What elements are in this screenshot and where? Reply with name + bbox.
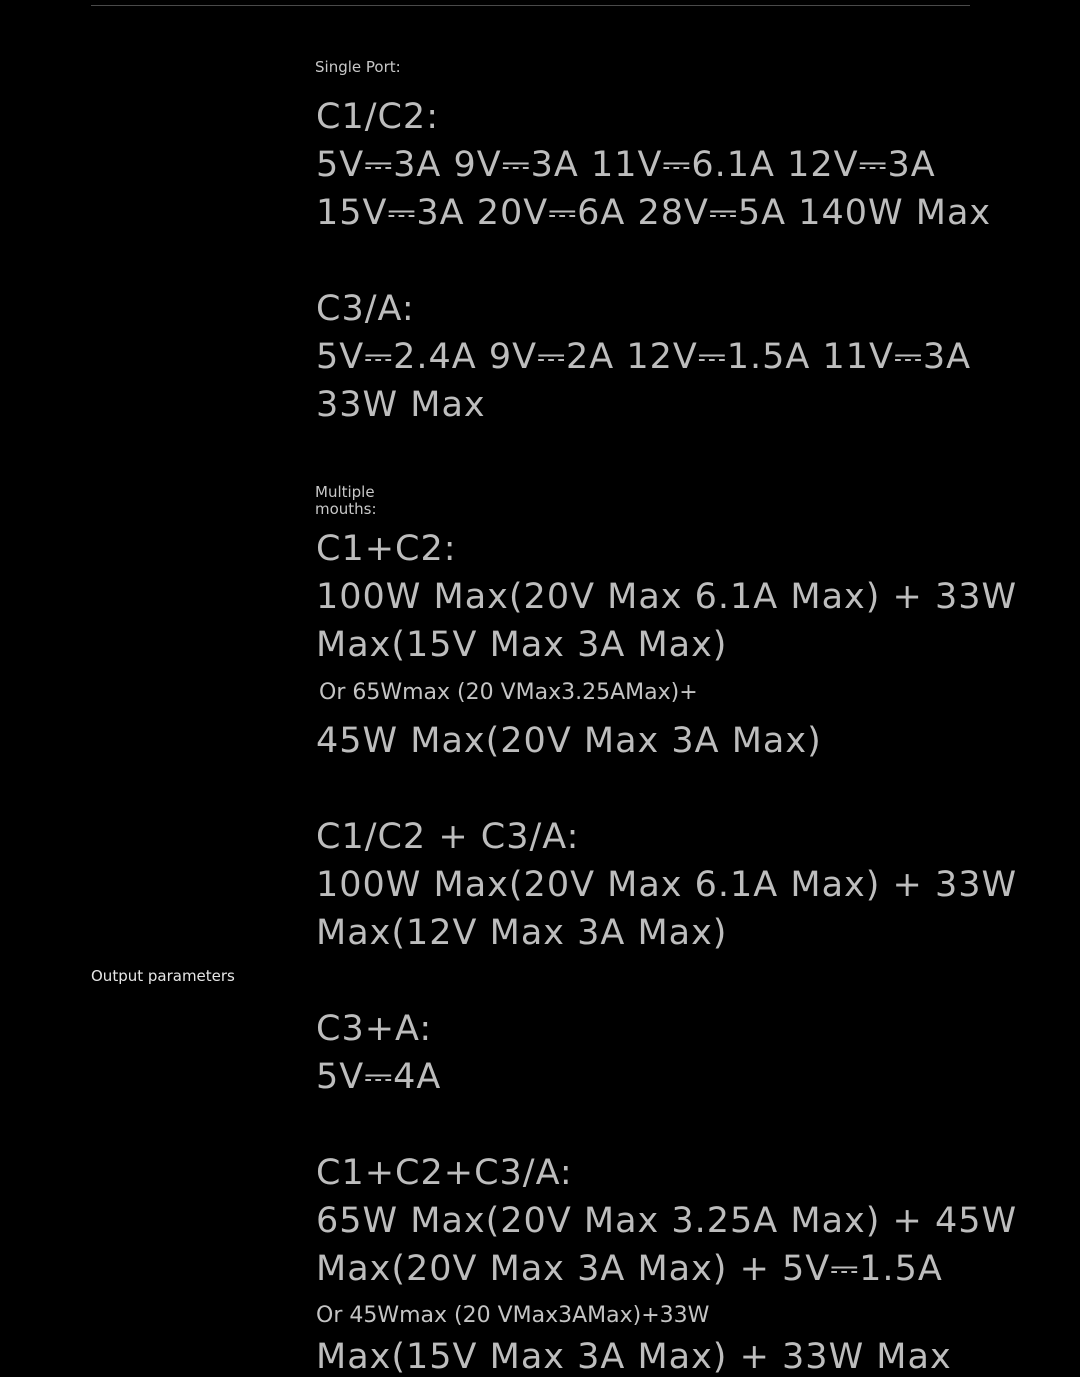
port-title-c1-plus-c2-plus-c3-a: C1+C2+C3/A: <box>316 1153 573 1193</box>
multiple-ports-heading-line1: Multiple <box>315 483 375 501</box>
spec-line: Max(15V Max 3A Max) + 33W Max <box>316 1337 952 1377</box>
spec-line: Max(15V Max 3A Max) <box>316 625 728 665</box>
spec-line: Max(20V Max 3A Max) + 5V⎓1.5A <box>316 1249 943 1289</box>
alternate-spec-line: Or 45Wmax (20 VMax3AMax)+33W <box>316 1303 710 1328</box>
spec-line: 33W Max <box>316 385 486 425</box>
port-title-c3-plus-a: C3+A: <box>316 1009 433 1049</box>
port-title-c1-c2-plus-c3-a: C1/C2 + C3/A: <box>316 817 580 857</box>
spec-line: 15V⎓3A 20V⎓6A 28V⎓5A 140W Max <box>316 193 992 233</box>
spec-line: 5V⎓3A 9V⎓3A 11V⎓6.1A 12V⎓3A <box>316 145 936 185</box>
multiple-ports-heading-line2: mouths: <box>315 500 377 518</box>
spec-line: 100W Max(20V Max 6.1A Max) + 33W <box>316 577 1018 617</box>
spec-line: 65W Max(20V Max 3.25A Max) + 45W <box>316 1201 1018 1241</box>
spec-line: 45W Max(20V Max 3A Max) <box>316 721 822 761</box>
port-title-c3-a: C3/A: <box>316 289 415 329</box>
spec-line: 5V⎓2.4A 9V⎓2A 12V⎓1.5A 11V⎓3A <box>316 337 972 377</box>
spec-line: 100W Max(20V Max 6.1A Max) + 33W <box>316 865 1018 905</box>
port-title-c1-c2: C1/C2: <box>316 97 439 137</box>
single-port-heading: Single Port: <box>315 58 401 76</box>
alternate-spec-line: Or 65Wmax (20 VMax3.25AMax)+ <box>319 680 698 705</box>
spec-line: Max(12V Max 3A Max) <box>316 913 728 953</box>
row-label-output-parameters: Output parameters <box>91 967 235 985</box>
port-title-c1-plus-c2: C1+C2: <box>316 529 457 569</box>
table-top-divider <box>91 5 970 6</box>
spec-line: 5V⎓4A <box>316 1057 442 1097</box>
